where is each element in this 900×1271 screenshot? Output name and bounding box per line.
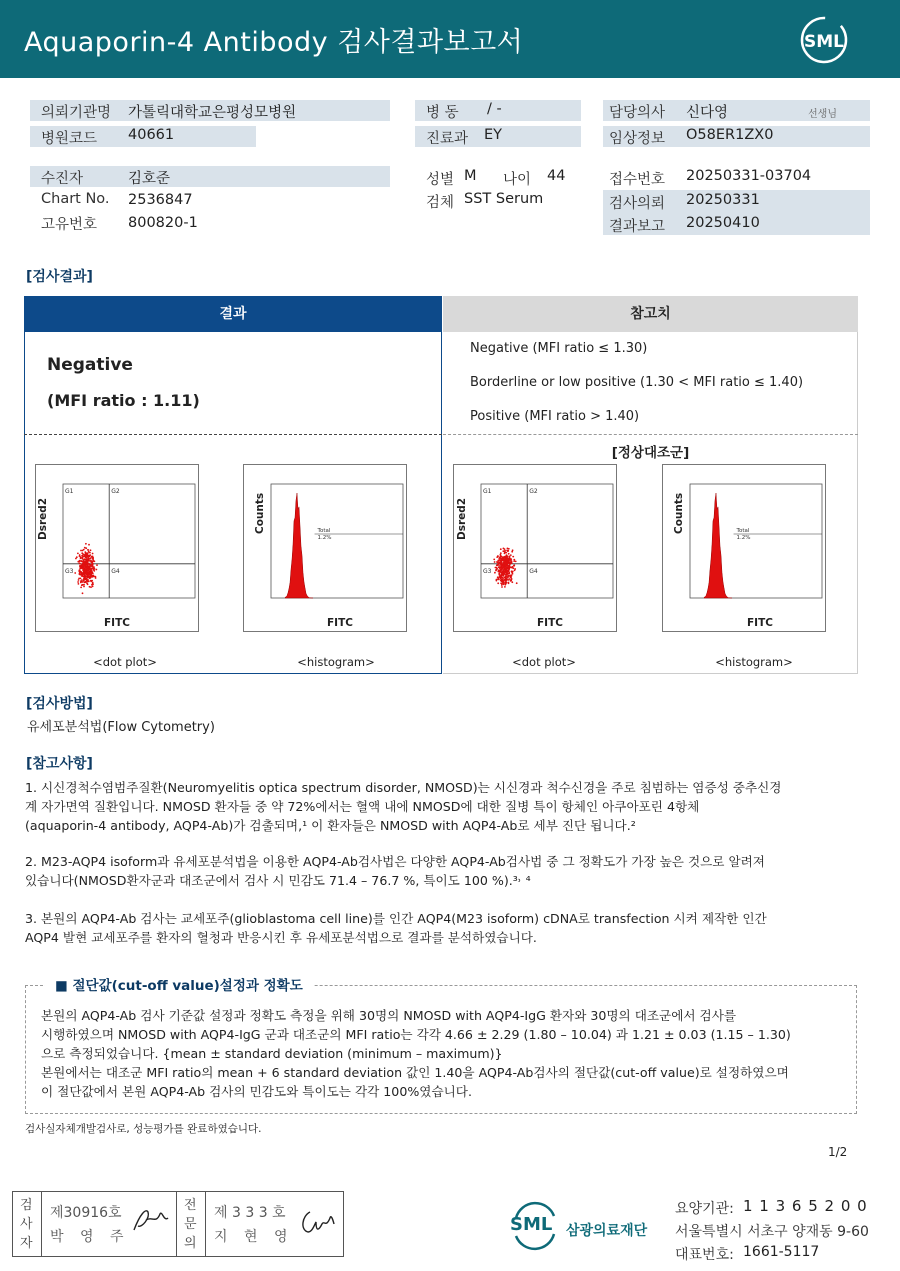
receipt-value: 20250331-03704 [686, 168, 812, 184]
sig2-label: 전문의 [184, 1198, 197, 1251]
chart-no-value: 2536847 [128, 192, 193, 208]
specimen-value: SST Serum [464, 191, 544, 207]
data-point [92, 575, 94, 577]
data-point [89, 568, 91, 570]
data-point [500, 582, 502, 584]
histogram-caption: <histogram> [715, 655, 793, 669]
phone-label: 대표번호: [675, 1247, 734, 1263]
data-point [497, 576, 499, 578]
data-point [498, 570, 500, 572]
data-point [500, 552, 502, 554]
data-point [511, 562, 513, 564]
data-point [82, 556, 84, 558]
data-point [505, 570, 507, 572]
age-label: 나이 [503, 172, 532, 188]
signature-icon [130, 1202, 170, 1238]
signature-icon [296, 1204, 336, 1238]
data-point [86, 573, 88, 575]
data-point [83, 562, 85, 564]
dot-ylabel: Dsred2 [456, 497, 468, 540]
data-point [511, 551, 513, 553]
unique-no-label: 고유번호 [41, 217, 98, 233]
data-point [506, 557, 508, 559]
data-point [508, 578, 510, 580]
sig1-label: 검사자 [20, 1198, 33, 1251]
data-point [88, 544, 90, 546]
data-point [507, 559, 509, 561]
data-point [510, 580, 512, 582]
address: 서울특별시 서초구 양재동 9-60 [675, 1224, 869, 1240]
ward-value: / - [487, 101, 502, 117]
data-point [92, 557, 94, 559]
data-point [494, 561, 496, 563]
patient-label: 수진자 [41, 171, 84, 187]
quadrant-label: G2 [111, 488, 120, 495]
reference-header: 참고치 [443, 296, 858, 332]
data-point [501, 562, 503, 564]
data-point [502, 550, 504, 552]
hist-ylabel: Counts [254, 492, 266, 534]
data-point [89, 577, 91, 579]
data-point [505, 552, 507, 554]
data-point [80, 571, 82, 573]
histogram-caption: <histogram> [297, 655, 375, 669]
cutoff-text: 본원의 AQP4-Ab 검사 기준값 설정과 정확도 측정을 위해 30명의 NMOSD with AQP4-IgG 환자와 30명의 대조군에서 검사를 시행하였으며 NMOSD with AQP4-IgG 군과 대조군의 MFI ratio는 각각 4.66 ± 2.29 (1.80 – 10.04) 과 1.21 ± 0.03 (1.15 – 1.30) 으로 측정되었습니다. {mean ± standard deviation (minimum – maximum)} 본원에서는 대조군 MFI ratio의 mean + 6 standard deviation 값인 1.40을 AQP4-Ab검사의 절단값(cut-off value)로 설정하였으며 이 절단값에서 본원 AQP4-Ab 검사의 민감도와 특이도는 각각 100%였습니다. [41, 1008, 791, 1099]
data-point [83, 580, 85, 582]
chart-no-label: Chart No. [41, 191, 110, 207]
data-point [76, 556, 78, 558]
sig1-number: 제30916호 [50, 1205, 122, 1221]
data-point [81, 579, 83, 581]
data-point [503, 581, 505, 583]
data-point [82, 592, 84, 594]
data-point [508, 582, 510, 584]
data-point [505, 568, 507, 570]
data-point [90, 580, 92, 582]
data-point [92, 582, 94, 584]
data-point [85, 567, 87, 569]
sig2-name: 지 현 영 [214, 1229, 294, 1245]
dot-ylabel: Dsred2 [37, 497, 49, 540]
report-title: Aquaporin-4 Antibody 검사결과보고서 [24, 27, 524, 58]
gate-label: 1.2% [736, 535, 751, 541]
department-value: EY [484, 127, 503, 143]
clinical-label: 임상정보 [609, 131, 666, 147]
data-point [89, 564, 91, 566]
phone-value: 1661-5117 [743, 1244, 820, 1260]
data-point [512, 556, 514, 558]
request-value: 20250331 [686, 192, 760, 208]
data-point [505, 577, 507, 579]
doctor-suffix: 선생님 [808, 109, 837, 120]
data-point [501, 584, 503, 586]
data-point [82, 558, 84, 560]
data-point [500, 548, 502, 550]
care-label: 요양기관: [675, 1201, 734, 1217]
hospital-code-label: 병원코드 [41, 131, 98, 147]
data-point [508, 571, 510, 573]
data-point [516, 582, 518, 584]
data-point [74, 572, 76, 574]
specimen-label: 검체 [426, 195, 455, 211]
data-point [83, 575, 85, 577]
quadrant-label: G1 [65, 488, 74, 495]
data-point [508, 553, 510, 555]
method-section-title: [검사방법] [26, 696, 93, 712]
patient-value: 김호준 [128, 171, 171, 187]
data-point [81, 573, 83, 575]
data-point [83, 570, 85, 572]
data-point [88, 555, 90, 557]
institution-value: 가톨릭대학교은평성모병원 [128, 105, 297, 121]
reference-negative: Negative (MFI ratio ≤ 1.30) [470, 341, 648, 356]
data-point [77, 581, 79, 583]
quadrant-label: G3 [65, 567, 74, 575]
data-point [500, 579, 502, 581]
data-point [496, 568, 498, 570]
data-point [506, 562, 508, 564]
department-label: 진료과 [426, 131, 469, 147]
sex-value: M [464, 168, 477, 184]
data-point [495, 567, 497, 569]
data-point [507, 573, 509, 575]
data-point [78, 579, 80, 581]
dot-plot-caption: <dot plot> [512, 655, 576, 669]
data-point [505, 583, 507, 585]
report-value: 20250410 [686, 215, 760, 231]
data-point [80, 557, 82, 559]
data-point [79, 568, 81, 570]
data-point [83, 586, 85, 588]
note-2: 2. M23-AQP4 isoform과 유세포분석법을 이용한 AQP4-Ab검사법은 다양한 AQP4-Ab검사법 중 그 정확도가 가장 높은 것으로 알려져 있습니다(NMOSD환자군과 대조군에서 검사 시 민감도 71.4 – 76.7 %, 특이도 100 %).³˒ ⁴ [25, 854, 765, 888]
quadrant-label: G1 [483, 488, 492, 495]
data-point [496, 564, 498, 566]
result-text: Negative [47, 355, 133, 375]
quadrant-label: G2 [529, 488, 538, 495]
result-header: 결과 [24, 296, 442, 332]
report-label: 결과보고 [609, 219, 666, 235]
data-point [508, 563, 510, 565]
data-point [90, 586, 92, 588]
data-point [515, 561, 517, 563]
data-point [96, 569, 98, 571]
hist-xlabel: FITC [327, 617, 353, 629]
note-3: 3. 본원의 AQP4-Ab 검사는 교세포주(glioblastoma cell line)를 인간 AQP4(M23 isoform) cDNA로 transfection 시켜 제작한 인간 AQP4 발현 교세포주를 환자의 혈청과 반응시킨 후 유세포분석법으로 결과를 분석하였습니다. [25, 911, 767, 945]
data-point [501, 586, 503, 588]
data-point [502, 570, 504, 572]
data-point [504, 548, 506, 550]
data-point [95, 577, 97, 579]
data-point [91, 568, 93, 570]
data-point [504, 586, 506, 588]
institution-label: 의뢰기관명 [41, 105, 112, 121]
clinical-value: O58ER1ZX0 [686, 127, 774, 143]
data-point [501, 565, 503, 567]
data-point [500, 569, 502, 571]
hist-xlabel: FITC [747, 617, 773, 629]
data-point [497, 582, 499, 584]
cutoff-title: ■ 절단값(cut-off value)설정과 정확도 [45, 974, 313, 994]
normal-control-title: [정상대조군] [611, 445, 690, 461]
page-number: 1/2 [828, 1145, 848, 1159]
data-point [510, 577, 512, 579]
data-point [500, 558, 502, 560]
data-point [80, 578, 82, 580]
doctor-value: 신다영 [686, 105, 729, 121]
gate-label: Total [736, 528, 750, 534]
data-point [503, 573, 505, 575]
request-label: 검사의뢰 [609, 196, 666, 212]
data-point [83, 554, 85, 556]
data-point [510, 554, 512, 556]
data-point [497, 555, 499, 557]
data-point [78, 573, 80, 575]
data-point [502, 567, 504, 569]
data-point [504, 558, 506, 560]
care-value: 1 1 3 6 5 2 0 0 [743, 1197, 868, 1215]
data-point [505, 574, 507, 576]
hist-ylabel: Counts [673, 492, 685, 534]
data-point [78, 583, 80, 585]
data-point [79, 555, 81, 557]
doctor-label: 담당의사 [609, 105, 666, 121]
data-point [513, 565, 515, 567]
data-point [493, 559, 495, 561]
org-name: 삼광의료재단 [566, 1223, 648, 1239]
logo-text: SML [804, 32, 844, 52]
result-mfi: (MFI ratio : 1.11) [47, 391, 200, 410]
data-point [81, 561, 83, 563]
data-point [497, 561, 499, 563]
data-point [508, 567, 510, 569]
data-point [82, 568, 84, 570]
data-point [90, 549, 92, 551]
data-point [499, 564, 501, 566]
data-point [86, 579, 88, 581]
data-point [92, 553, 94, 555]
data-point [87, 549, 89, 551]
gate-label: 1.2% [317, 535, 332, 541]
data-point [511, 581, 513, 583]
data-point [87, 562, 89, 564]
method-text: 유세포분석법(Flow Cytometry) [27, 720, 215, 735]
data-point [88, 581, 90, 583]
data-point [86, 556, 88, 558]
data-point [503, 557, 505, 559]
data-point [88, 572, 90, 574]
data-point [499, 575, 501, 577]
data-point [79, 562, 81, 564]
notes-section-title: [참고사항] [26, 756, 93, 772]
dot-xlabel: FITC [537, 617, 563, 629]
histogram-peak [285, 493, 313, 598]
data-point [494, 572, 496, 574]
age-value: 44 [547, 168, 566, 184]
data-point [92, 563, 94, 565]
data-point [85, 563, 87, 565]
data-point [77, 561, 79, 563]
validation-note: 검사실자체개발검사로, 성능평가를 완료하였습니다. [25, 1123, 262, 1135]
data-point [496, 580, 498, 582]
dot-xlabel: FITC [104, 617, 130, 629]
quadrant-label: G4 [529, 567, 538, 575]
reference-borderline: Borderline or low positive (1.30 < MFI ratio ≤ 1.40) [470, 375, 804, 390]
data-point [80, 550, 82, 552]
data-point [514, 568, 516, 570]
data-point [503, 562, 505, 564]
data-point [93, 570, 95, 572]
hospital-code-value: 40661 [128, 127, 175, 143]
data-point [84, 547, 86, 549]
data-point [513, 567, 515, 569]
data-point [96, 564, 98, 566]
data-point [81, 584, 83, 586]
data-point [83, 558, 85, 560]
sig2-number: 제 3 3 3 호 [214, 1205, 286, 1221]
gate-label: Total [317, 528, 331, 534]
data-point [497, 563, 499, 565]
data-point [505, 580, 507, 582]
quadrant-label: G3 [483, 567, 492, 575]
data-point [500, 555, 502, 557]
data-point [80, 587, 82, 589]
data-point [502, 578, 504, 580]
reference-positive: Positive (MFI ratio > 1.40) [470, 409, 640, 424]
data-point [87, 565, 89, 567]
data-point [81, 566, 83, 568]
data-point [84, 565, 86, 567]
data-point [509, 575, 511, 577]
results-section-title: [검사결과] [26, 269, 93, 285]
dot-plot-caption: <dot plot> [93, 655, 157, 669]
data-point [93, 566, 95, 568]
org-logo-text: SML [510, 1214, 553, 1235]
unique-no-value: 800820-1 [128, 215, 198, 231]
data-point [85, 581, 87, 583]
data-point [508, 548, 510, 550]
data-point [92, 586, 94, 588]
data-point [498, 579, 500, 581]
data-point [86, 575, 88, 577]
sig1-name: 박 영 주 [50, 1229, 130, 1245]
receipt-label: 접수번호 [609, 172, 666, 188]
data-point [92, 559, 94, 561]
note-1: 1. 시신경척수염범주질환(Neuromyelitis optica spectrum disorder, NMOSD)는 시신경과 척수신경을 주로 침범하는 염증성 중추신경 계 자가면역 질환입니다. NMOSD 환자들 중 약 72%에서는 혈액 내에 NMOSD에 대한 질병 특이 항체인 아쿠아포린 4항체 (aquaporin-4 antibody, AQP4-Ab)가 검출되며,¹ 이 환자들은 NMOSD with AQP4-Ab로 세부 진단 됩니다.² [25, 780, 782, 833]
data-point [86, 559, 88, 561]
data-point [511, 571, 513, 573]
data-point [77, 553, 79, 555]
data-point [505, 565, 507, 567]
ward-label: 병 동 [426, 105, 459, 121]
data-point [79, 569, 81, 571]
data-point [510, 559, 512, 561]
quadrant-label: G4 [111, 567, 120, 575]
data-point [90, 561, 92, 563]
data-point [507, 550, 509, 552]
histogram-peak [704, 493, 732, 598]
sex-label: 성별 [426, 172, 455, 188]
data-point [513, 560, 515, 562]
data-point [85, 543, 87, 545]
